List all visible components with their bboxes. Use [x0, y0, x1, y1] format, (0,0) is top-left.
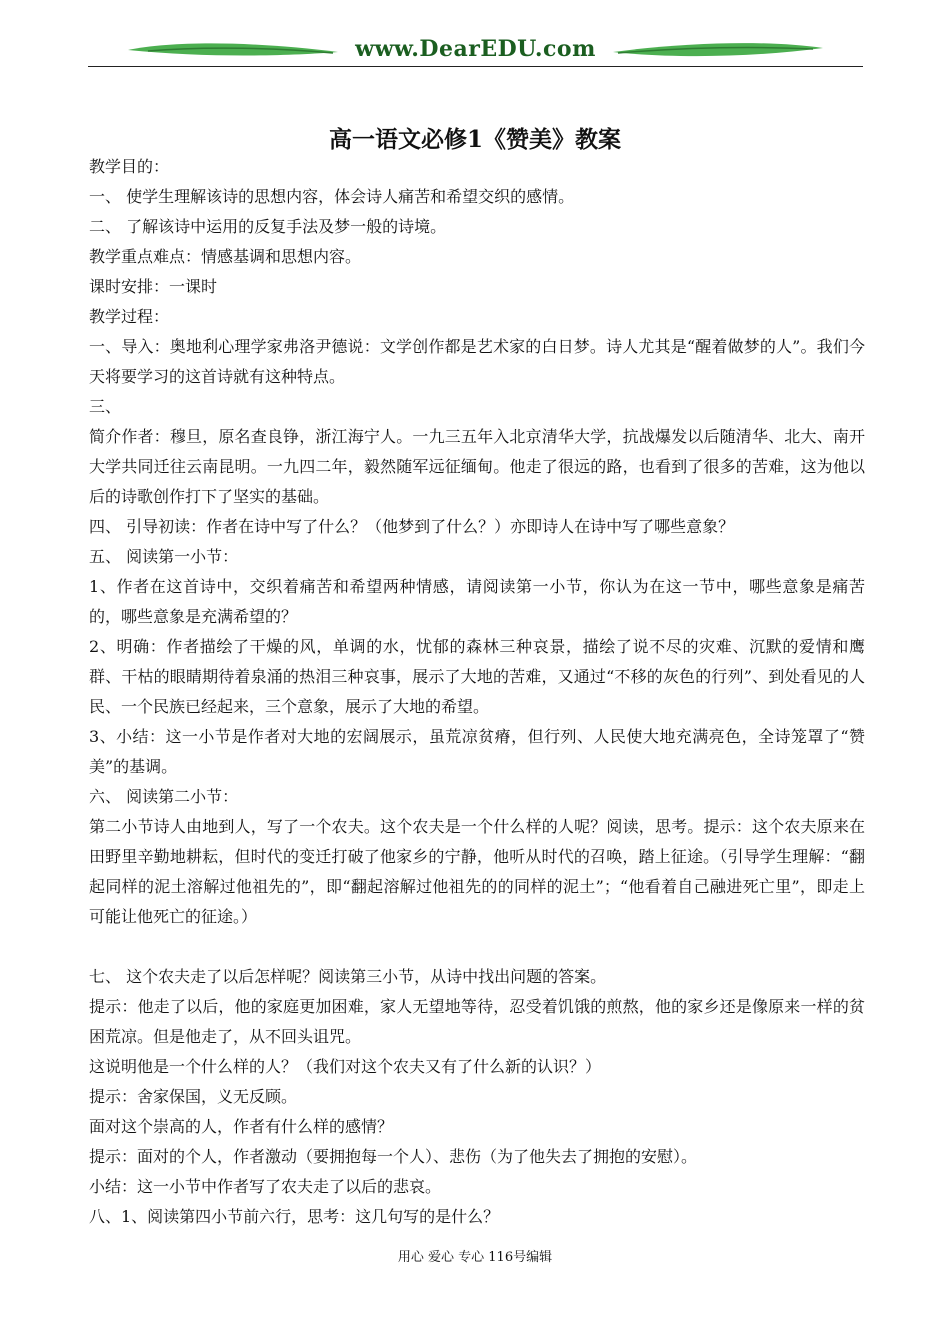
paragraph: 八、1、阅读第四小节前六行，思考：这几句写的是什么？ [89, 1207, 500, 1226]
paragraph: 二、 了解该诗中运用的反复手法及梦一般的诗境。 [89, 217, 447, 236]
blank-line [89, 932, 865, 962]
paragraph: 四、 引导初读：作者在诗中写了什么？（他梦到了什么？）亦即诗人在诗中写了哪些意象？ [89, 517, 735, 536]
header-divider [88, 66, 863, 67]
paragraph: 1、作者在这首诗中，交织着痛苦和希望两种情感，请阅读第一小节，你认为在这一节中，哪些意象是痛苦的，哪些意象是充满希望的？ [89, 577, 865, 626]
paragraph: 教学过程： [89, 307, 170, 326]
paragraph: 教学目的： [89, 157, 170, 176]
document-body [89, 152, 865, 1232]
paragraph: 提示：他走了以后，他的家庭更加困难，家人无望地等待，忍受着饥饿的煎熬，他的家乡还是像原来一样的贫困荒凉。但是他走了，从不回头诅咒。 [89, 997, 865, 1046]
paragraph: 教学重点难点：情感基调和思想内容。 [89, 247, 362, 266]
paragraph: 这说明他是一个什么样的人？（我们对这个农夫又有了什么新的认识？） [89, 1057, 602, 1076]
paragraph: 提示：面对的个人，作者激动（要拥抱每一个人）、悲伤（为了他失去了拥抱的安慰）。 [89, 1147, 698, 1166]
paragraph: 第二小节诗人由地到人，写了一个农夫。这个农夫是一个什么样的人呢？阅读，思考。提示：这个农夫原来在田野里辛勤地耕耘，但时代的变迁打破了他家乡的宁静，他听从时代的召唤，踏上征途。（引导学生理解：“翻起同样的泥土溶解过他祖先的”，即“翻起溶解过他祖先的的同样的泥土”；“他看着自己融进死亡里”，即走上可能让他死亡的征途。） [89, 817, 865, 926]
page-footer: 用心 爱心 专心 116号编辑 [397, 1250, 553, 1265]
page-title: 高一语文必修1《赞美》教案 [328, 126, 621, 153]
paragraph: 简介作者：穆旦，原名查良铮，浙江海宁人。一九三五年入北京清华大学，抗战爆发以后随清华、北大、南开大学共同迁往云南昆明。一九四二年，毅然随军远征缅甸。他走了很远的路，也看到了很多的苦难，这为他以后的诗歌创作打下了坚实的基础。 [89, 427, 865, 506]
paragraph: 提示：舍家保国，义无反顾。 [89, 1087, 298, 1106]
paragraph: 课时安排：一课时 [89, 277, 218, 296]
paragraph: 五、 阅读第一小节： [89, 547, 239, 566]
paragraph: 七、 这个农夫走了以后怎样呢？阅读第三小节，从诗中找出问题的答案。 [89, 967, 607, 986]
paragraph: 一、导入：奥地利心理学家弗洛尹德说：文学创作都是艺术家的白日梦。诗人尤其是“醒着做梦的人”。我们今天将要学习的这首诗就有这种特点。 [89, 337, 865, 386]
paragraph: 三、 [89, 397, 122, 416]
paragraph: 一、 使学生理解该诗的思想内容，体会诗人痛苦和希望交织的感情。 [89, 187, 575, 206]
paragraph: 3、小结：这一小节是作者对大地的宏阔展示，虽荒凉贫瘠，但行列、人民使大地充满亮色，全诗笼罩了“赞美”的基调。 [89, 727, 865, 776]
logo-text: www.DearEDU.com [355, 36, 596, 62]
page-header [88, 36, 863, 76]
paragraph: 小结：这一小节中作者写了农夫走了以后的悲哀。 [89, 1177, 442, 1196]
paragraph: 六、 阅读第二小节： [89, 787, 239, 806]
paragraph: 面对这个崇高的人，作者有什么样的感情？ [89, 1117, 394, 1136]
paragraph: 2、明确：作者描绘了干燥的风，单调的水，忧郁的森林三种哀景，描绘了说不尽的灾难、沉默的爱情和鹰群、干枯的眼睛期待着泉涌的热泪三种哀事，展示了大地的苦难，又通过“不移的灰色的行列”、到处看见的人民、一个民族已经起来，三个意象，展示了大地的希望。 [89, 637, 865, 716]
